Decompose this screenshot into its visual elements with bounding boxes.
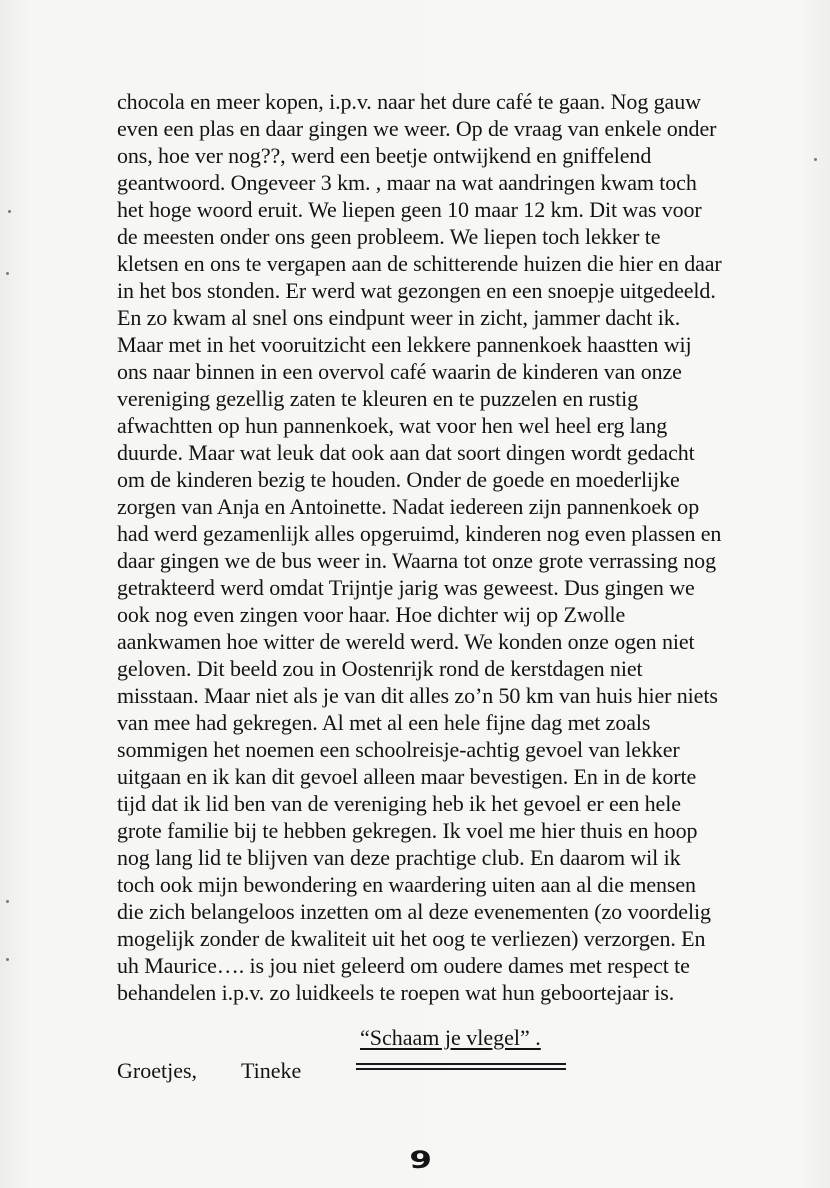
double-underline-top	[356, 1063, 566, 1065]
text-line: afwachtten op hun pannenkoek, wat voor hen wel heel erg lang	[117, 413, 668, 438]
text-line: duurde. Maar wat leuk dat ook aan dat soort dingen wordt gedacht	[117, 440, 695, 465]
text-line: toch ook mijn bewondering en waardering uiten aan al die mensen	[117, 872, 696, 897]
text-line: nog lang lid te blijven van deze prachtige club. En daarom wil ik	[117, 845, 681, 870]
text-line: mogelijk zonder de kwaliteit uit het oog te verliezen) verzorgen. En	[117, 926, 706, 951]
text-line: uitgaan en ik kan dit gevoel alleen maar bevestigen. En in de korte	[117, 764, 697, 789]
text-line: even een plas en daar gingen we weer. Op de vraag van enkele onder	[117, 116, 717, 141]
text-line: grote familie bij te hebben gekregen. Ik voel me hier thuis en hoop	[117, 818, 698, 843]
text-line: had werd gezamenlijk alles opgeruimd, kinderen nog even plassen en	[117, 521, 722, 546]
text-line: het hoge woord eruit. We liepen geen 10 maar 12 km. Dit was voor	[117, 197, 702, 222]
scan-speck	[814, 158, 817, 161]
text-line: behandelen i.p.v. zo luidkeels te roepen wat hun geboortejaar is.	[117, 980, 675, 1005]
text-line: En zo kwam al snel ons eindpunt weer in zicht, jammer dacht ik.	[117, 305, 681, 330]
text-line: ons naar binnen in een overvol café waarin de kinderen van onze	[117, 359, 682, 384]
text-line: ook nog even zingen voor haar. Hoe dichter wij op Zwolle	[117, 602, 626, 627]
scan-speck	[6, 272, 9, 275]
text-line: die zich belangeloos inzetten om al deze evenementen (zo voordelig	[117, 899, 711, 924]
scan-speck	[6, 900, 9, 903]
text-line: de meesten onder ons geen probleem. We liepen toch lekker te	[117, 224, 661, 249]
text-line: ons, hoe ver nog??, werd een beetje ontwijkend en gniffelend	[117, 143, 652, 168]
text-line: geloven. Dit beeld zou in Oostenrijk rond de kerstdagen niet	[117, 656, 643, 681]
text-line: zorgen van Anja en Antoinette. Nadat iedereen zijn pannenkoek op	[117, 494, 700, 519]
text-line: om de kinderen bezig te houden. Onder de goede en moederlijke	[117, 467, 680, 492]
text-line: vereniging gezellig zaten te kleuren en te puzzelen en rustig	[117, 386, 639, 411]
signature-name: Tineke	[241, 1058, 302, 1083]
text-line: kletsen en ons te vergapen aan de schitterende huizen die hier en daar	[117, 251, 722, 276]
text-line: in het bos stonden. Er werd wat gezongen en een snoepje uitgedeeld.	[117, 278, 716, 303]
scan-speck	[8, 210, 11, 213]
text-line: van mee had gekregen. Al met al een hele fijne dag met zoals	[117, 710, 651, 735]
text-line: uh Maurice…. is jou niet geleerd om oudere dames met respect te	[117, 953, 690, 978]
text-line: sommigen het noemen een schoolreisje-achtig gevoel van lekker	[117, 737, 680, 762]
text-line: tijd dat ik lid ben van de vereniging heb ik het gevoel er een hele	[117, 791, 681, 816]
double-underline-bottom	[356, 1068, 566, 1070]
closing-quote: “Schaam je vlegel” .	[360, 1025, 541, 1050]
text-line: daar gingen we de bus weer in. Waarna tot onze grote verrassing nog	[117, 548, 716, 573]
text-line: chocola en meer kopen, i.p.v. naar het dure café te gaan. Nog gauw	[117, 89, 701, 114]
page-number: 9	[409, 1146, 431, 1174]
text-line: aankwamen hoe witter de wereld werd. We konden onze ogen niet	[117, 629, 695, 654]
scan-speck	[6, 958, 9, 961]
text-line: misstaan. Maar niet als je van dit alles zo’n 50 km van huis hier niets	[117, 683, 718, 708]
body-paragraph	[117, 88, 797, 1006]
text-line: Maar met in het vooruitzicht een lekkere pannenkoek haastten wij	[117, 332, 692, 357]
greeting: Groetjes,	[117, 1058, 198, 1083]
text-line: geantwoord. Ongeveer 3 km. , maar na wat aandringen kwam toch	[117, 170, 697, 195]
text-line: getrakteerd werd omdat Trijntje jarig was geweest. Dus gingen we	[117, 575, 695, 600]
